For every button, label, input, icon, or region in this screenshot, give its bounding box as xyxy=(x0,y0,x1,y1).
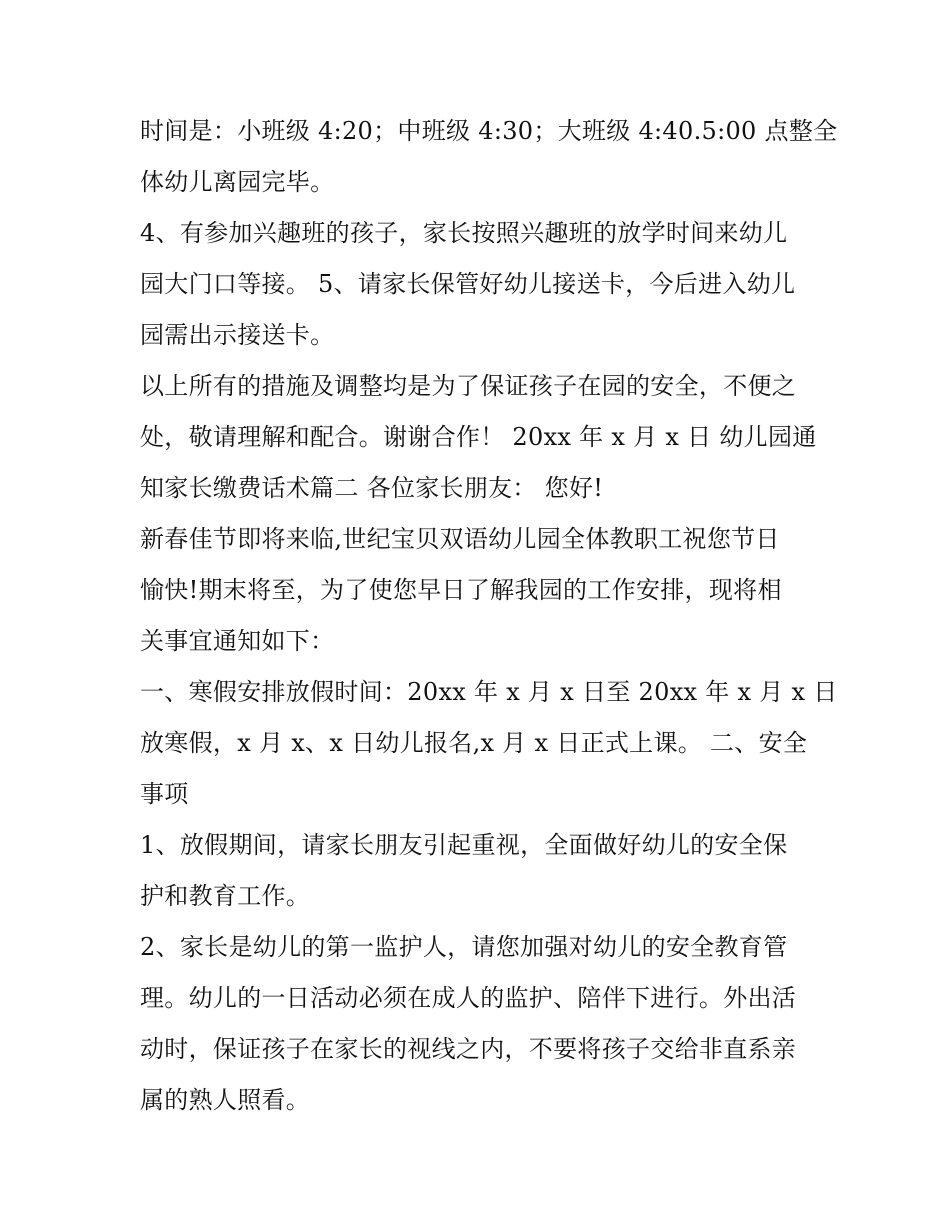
text-line: 时间是：小班级 4:20；中班级 4:30；大班级 4:40.5:00 点整全 xyxy=(140,117,838,145)
text-line: 1、放假期间，请家长朋友引起重视，全面做好幼儿的安全保 xyxy=(140,831,788,859)
text-line: 4、有参加兴趣班的孩子，家长按照兴趣班的放学时间来幼儿 xyxy=(140,219,788,247)
text-line: 关事宜通知如下： xyxy=(140,627,335,655)
text-line: 放寒假，x 月 x、x 日幼儿报名,x 月 x 日正式上课。 二、安全 xyxy=(140,729,808,757)
text-line: 园大门口等接。 5、请家长保管好幼儿接送卡，今后进入幼儿 xyxy=(140,270,796,298)
text-line: 知家长缴费话术篇二 各位家长朋友： 您好! xyxy=(140,474,604,502)
text-line: 属的熟人照看。 xyxy=(140,1086,311,1114)
text-line: 事项 xyxy=(140,780,189,808)
text-line: 理。幼儿的一日活动必须在成人的监护、陪伴下进行。外出活 xyxy=(140,984,797,1012)
text-line: 动时，保证孩子在家长的视线之内，不要将孩子交给非直系亲 xyxy=(140,1035,797,1063)
text-line: 新春佳节即将来临,世纪宝贝双语幼儿园全体教职工祝您节日 xyxy=(140,525,780,553)
text-line: 一、寒假安排放假时间：20xx 年 x 月 x 日至 20xx 年 x 月 x 日 xyxy=(140,678,838,706)
text-line: 以上所有的措施及调整均是为了保证孩子在园的安全，不便之 xyxy=(140,372,797,400)
text-line: 愉快!期末将至，为了使您早日了解我园的工作安排，现将相 xyxy=(140,576,782,604)
text-line: 护和教育工作。 xyxy=(140,882,311,910)
text-line: 处，敬请理解和配合。谢谢合作！ 20xx 年 x 月 x 日 幼儿园通 xyxy=(140,423,817,451)
text-line: 体幼儿离园完毕。 xyxy=(140,168,335,196)
text-line: 园需出示接送卡。 xyxy=(140,321,335,349)
document-body xyxy=(140,106,838,1126)
text-line: 2、家长是幼儿的第一监护人，请您加强对幼儿的安全教育管 xyxy=(140,933,788,961)
